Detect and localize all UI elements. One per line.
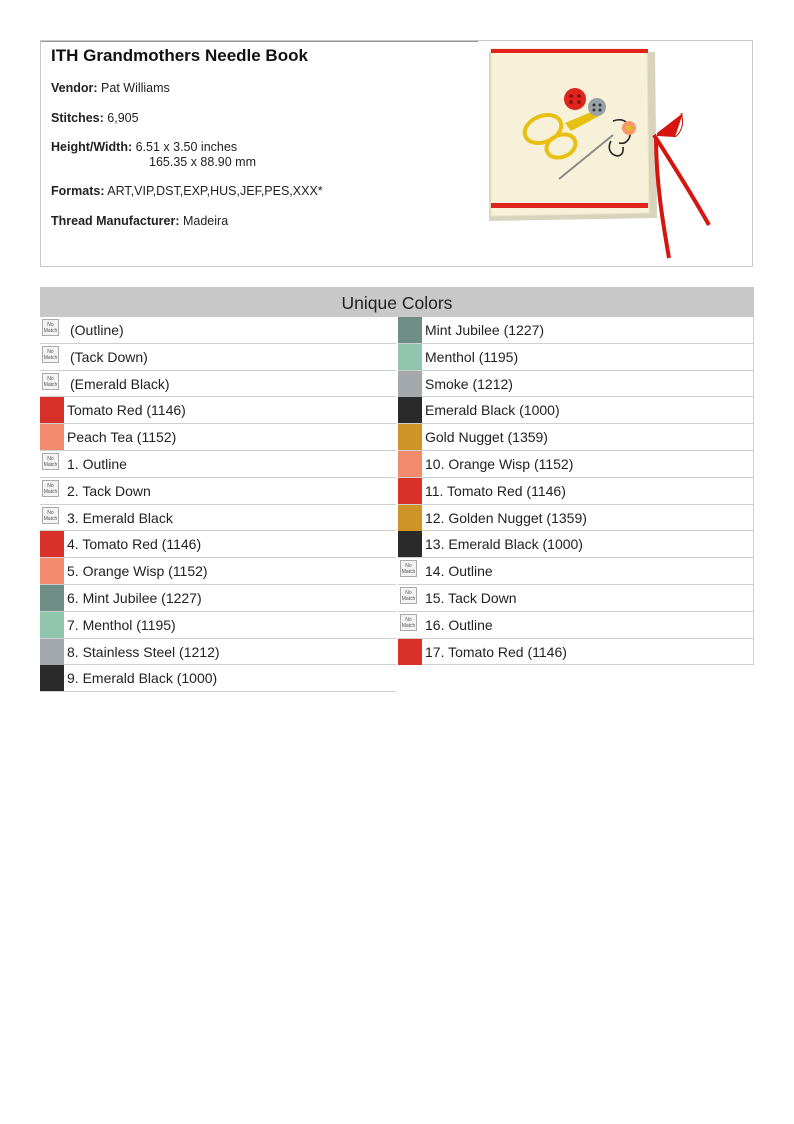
color-row (398, 612, 754, 639)
color-label: 6. Mint Jubilee (1227) (67, 589, 202, 606)
color-row (398, 424, 754, 451)
color-row (398, 397, 754, 424)
color-label: 9. Emerald Black (1000) (67, 670, 218, 687)
no-match-label: No Match (42, 319, 59, 336)
no-match-icon (40, 371, 64, 397)
color-row (398, 451, 754, 478)
no-match-icon (398, 585, 422, 611)
size-line (51, 140, 237, 154)
color-label: 16. Outline (425, 616, 493, 633)
unique-colors-title: Unique Colors (40, 287, 754, 317)
color-row (40, 451, 396, 478)
color-swatch (40, 531, 64, 557)
pattern-title: ITH Grandmothers Needle Book (51, 46, 308, 65)
color-label: (Outline) (70, 322, 124, 338)
no-match-label: No Match (400, 614, 417, 631)
color-label: 12. Golden Nugget (1359) (425, 509, 587, 526)
color-row (40, 424, 396, 451)
no-match-icon (40, 317, 64, 343)
thread-value: Madeira (182, 214, 229, 228)
color-row (40, 612, 396, 639)
color-label: 15. Tack Down (425, 589, 517, 606)
colors-column-left (40, 317, 396, 692)
color-swatch (398, 397, 422, 423)
color-row (40, 639, 396, 666)
color-swatch (398, 371, 422, 397)
color-row (398, 317, 754, 344)
color-swatch (398, 344, 422, 370)
color-label: 7. Menthol (1195) (67, 616, 176, 633)
color-row (40, 665, 396, 692)
color-swatch (40, 424, 64, 450)
color-label: 5. Orange Wisp (1152) (67, 563, 208, 580)
thread-label: Thread Manufacturer: (51, 214, 180, 228)
color-row (398, 531, 754, 558)
color-label: Menthol (1195) (425, 348, 519, 365)
color-label: 13. Emerald Black (1000) (425, 536, 583, 553)
color-label: Smoke (1212) (425, 375, 513, 392)
color-row (40, 585, 396, 612)
color-label: Gold Nugget (1359) (425, 429, 548, 446)
color-label: 2. Tack Down (67, 482, 151, 499)
color-label: 14. Outline (425, 563, 493, 580)
color-swatch (40, 639, 64, 665)
no-match-label: No Match (42, 480, 59, 497)
color-label: Emerald Black (1000) (425, 402, 560, 419)
no-match-label: No Match (42, 373, 59, 390)
color-label: 1. Outline (67, 455, 127, 472)
no-match-icon (398, 612, 422, 638)
color-row (398, 344, 754, 371)
no-match-icon (40, 478, 64, 504)
size-inches: 6.51 x 3.50 inches (135, 140, 238, 154)
no-match-label: No Match (42, 346, 59, 363)
color-row (398, 478, 754, 505)
color-row (40, 397, 396, 424)
color-row (398, 639, 754, 666)
color-swatch (398, 451, 422, 477)
no-match-label: No Match (42, 507, 59, 524)
color-label: (Tack Down) (70, 348, 148, 365)
color-label: 10. Orange Wisp (1152) (425, 455, 574, 472)
color-swatch (40, 585, 64, 611)
vendor-value: Pat Williams (101, 81, 170, 95)
color-label: 11. Tomato Red (1146) (425, 482, 566, 499)
size-label: Height/Width: (51, 140, 133, 154)
color-label: 4. Tomato Red (1146) (67, 536, 202, 553)
stitches-line (51, 111, 139, 125)
size-mm: 165.35 x 88.90 mm (149, 155, 257, 169)
color-swatch (398, 531, 422, 557)
color-swatch (40, 665, 64, 691)
color-row (398, 505, 754, 532)
formats-label: Formats: (51, 184, 105, 198)
colors-column-right (398, 317, 754, 665)
color-row (40, 558, 396, 585)
color-label: 17. Tomato Red (1146) (425, 643, 567, 660)
formats-value: ART,VIP,DST,EXP,HUS,JEF,PES,XXX* (107, 184, 323, 198)
no-match-icon (40, 451, 64, 477)
no-match-icon (398, 558, 422, 584)
no-match-label: No Match (400, 560, 417, 577)
no-match-icon (40, 505, 64, 531)
color-row (398, 371, 754, 398)
color-row (398, 585, 754, 612)
color-swatch (398, 424, 422, 450)
color-label: (Emerald Black) (70, 375, 170, 392)
color-swatch (398, 478, 422, 504)
color-swatch (398, 505, 422, 531)
no-match-icon (40, 344, 64, 370)
pattern-info-box (40, 40, 753, 267)
color-row (40, 317, 396, 344)
color-row (40, 505, 396, 532)
unique-colors-section (40, 287, 754, 687)
vendor-label: Vendor: (51, 81, 98, 95)
color-row (40, 531, 396, 558)
color-label: Peach Tea (1152) (67, 429, 177, 446)
color-row (40, 344, 396, 371)
stitches-label: Stitches: (51, 111, 104, 125)
color-swatch (40, 558, 64, 584)
color-label: Tomato Red (1146) (67, 402, 186, 419)
thread-line (51, 214, 228, 228)
title-rule (41, 41, 478, 42)
color-label: 3. Emerald Black (67, 509, 173, 526)
no-match-label: No Match (400, 587, 417, 604)
formats-line (51, 184, 323, 198)
needle-book-photo (485, 43, 751, 265)
color-row (40, 478, 396, 505)
stitches-value: 6,905 (107, 111, 139, 125)
color-row (398, 558, 754, 585)
color-row (40, 371, 396, 398)
vendor-line (51, 81, 170, 95)
no-match-label: No Match (42, 453, 59, 470)
color-swatch (398, 317, 422, 343)
color-swatch (40, 397, 64, 423)
color-swatch (398, 639, 422, 665)
color-label: Mint Jubilee (1227) (425, 322, 545, 338)
color-label: 8. Stainless Steel (1212) (67, 643, 220, 660)
color-swatch (40, 612, 64, 638)
